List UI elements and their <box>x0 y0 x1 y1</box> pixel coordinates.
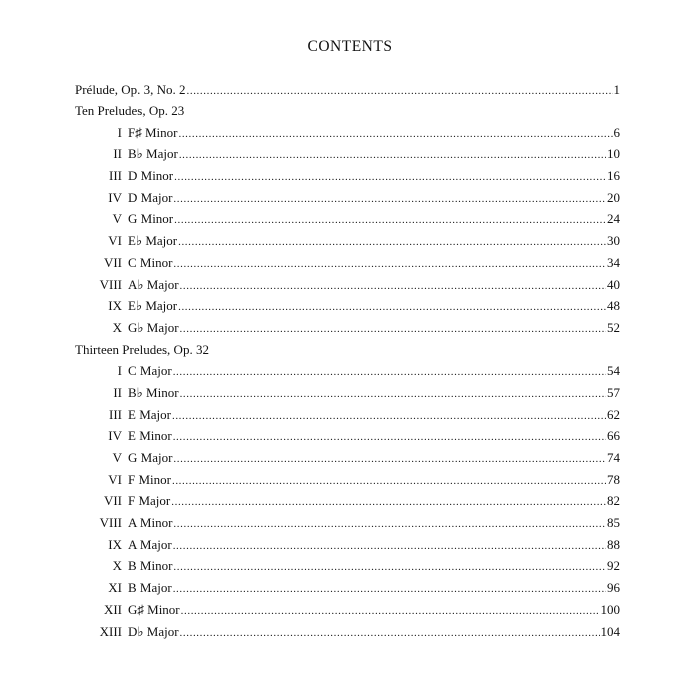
toc-entry-label: C Major <box>128 363 172 379</box>
toc-entry[interactable] <box>75 407 620 429</box>
toc-entry-label: D♭ Major <box>128 623 179 639</box>
toc-entry-number: VIII <box>99 515 122 531</box>
dot-leader <box>178 128 612 140</box>
dot-leader <box>180 388 606 400</box>
toc-entry[interactable] <box>75 493 620 515</box>
toc-entry-page: 6 <box>613 124 620 140</box>
toc-entry-number: XII <box>103 601 122 617</box>
toc-entry-label: B Major <box>128 580 172 596</box>
dot-leader <box>180 280 606 292</box>
toc-entry-number: VII <box>103 493 122 509</box>
toc-entry-page: 34 <box>607 254 620 270</box>
toc-entry[interactable] <box>75 298 620 320</box>
toc-entry[interactable] <box>75 320 620 342</box>
dot-leader <box>173 193 606 205</box>
toc-entry-page: 62 <box>607 406 620 422</box>
toc-entry-page: 88 <box>607 536 620 552</box>
toc-entry-label: E Major <box>128 406 171 422</box>
dot-leader <box>180 323 606 335</box>
toc-entry-number: VIII <box>99 276 122 292</box>
dot-leader <box>179 149 606 161</box>
toc-entry-page: 74 <box>607 450 620 465</box>
toc-entry-label: G Major <box>128 450 173 465</box>
toc-entry-label: Prélude, Op. 3, No. 2 <box>75 82 186 97</box>
toc-entry[interactable] <box>75 472 620 494</box>
toc-entry[interactable] <box>75 363 620 385</box>
toc-entry-label: F Major <box>128 493 171 509</box>
toc-entry[interactable] <box>75 602 620 624</box>
toc-entry-page: 54 <box>607 363 620 379</box>
page-title: CONTENTS <box>307 38 393 55</box>
dot-leader <box>181 605 600 617</box>
toc-entry-number: III <box>109 168 122 184</box>
dot-leader <box>171 496 606 508</box>
section-op23 <box>75 103 620 342</box>
toc-entry-label: A♭ Major <box>128 276 179 292</box>
toc-entry-label: B♭ Major <box>128 146 178 162</box>
toc-entry[interactable] <box>75 125 620 147</box>
toc-entry-label: F♯ Minor <box>128 124 178 140</box>
toc-entry-prelude-op3[interactable] <box>75 82 620 103</box>
toc-entry-label: B Minor <box>128 558 173 574</box>
toc-entry[interactable] <box>75 190 620 212</box>
toc-entry-number: II <box>113 146 122 162</box>
toc-entry-number: IV <box>108 428 122 444</box>
dot-leader <box>178 236 606 248</box>
toc-entry[interactable] <box>75 428 620 450</box>
toc-entry-label: D Minor <box>128 168 174 184</box>
toc-entry[interactable] <box>75 255 620 277</box>
toc-entry-page: 48 <box>607 298 620 314</box>
toc-entry-page: 16 <box>607 168 620 184</box>
toc-entry-number: I <box>117 124 122 140</box>
toc-entry-page: 24 <box>607 211 620 227</box>
toc-entry[interactable] <box>75 580 620 602</box>
toc-entry[interactable] <box>75 211 620 233</box>
toc-entry-number: V <box>112 450 122 465</box>
toc-entry[interactable] <box>75 537 620 559</box>
dot-leader <box>173 453 606 465</box>
toc-entry-page: 92 <box>607 558 620 574</box>
toc-entry-number: XI <box>108 580 122 596</box>
dot-leader <box>180 627 600 639</box>
section-heading: Ten Preludes, Op. 23 <box>75 103 185 118</box>
toc-entry-label: A Major <box>128 536 172 552</box>
toc-entry-number: I <box>117 363 122 379</box>
toc-entry-number: VII <box>103 254 122 270</box>
toc-entry-label: C Minor <box>128 254 173 270</box>
toc-entry-page: 66 <box>607 428 620 444</box>
toc-entry-page: 85 <box>607 515 620 531</box>
toc-entry[interactable] <box>75 168 620 190</box>
toc-entry-page: 10 <box>607 146 620 162</box>
toc-entry-label: D Major <box>128 189 173 205</box>
toc-entry-number: V <box>112 211 122 227</box>
toc-entry-page: 100 <box>600 601 620 617</box>
dot-leader <box>174 214 606 226</box>
toc-entry-label: F Minor <box>128 471 171 487</box>
dot-leader <box>173 366 606 378</box>
toc-entry-number: IV <box>108 189 122 205</box>
toc-entry-number: X <box>112 558 122 574</box>
toc-entry-page: 52 <box>607 319 620 335</box>
section-heading: Thirteen Preludes, Op. 32 <box>75 341 209 357</box>
toc-entry-number: XIII <box>99 623 122 639</box>
toc-entry-number: X <box>112 319 122 335</box>
toc-entry-page: 30 <box>607 233 620 249</box>
dot-leader <box>174 171 606 183</box>
toc-entry-page: 96 <box>607 580 620 596</box>
toc-entry-number: III <box>109 406 122 422</box>
table-of-contents <box>75 82 620 645</box>
toc-entry-page: 78 <box>607 471 620 487</box>
toc-entry-label: G♭ Major <box>128 319 179 335</box>
dot-leader <box>173 431 606 443</box>
toc-entry-page: 1 <box>613 82 620 97</box>
toc-entry[interactable] <box>75 450 620 472</box>
dot-leader <box>173 583 606 595</box>
toc-entry-number: VI <box>108 233 122 249</box>
toc-entry-label: B♭ Minor <box>128 384 179 400</box>
toc-entry-label: E Minor <box>128 428 172 444</box>
toc-entry-page: 20 <box>607 189 620 205</box>
toc-entry[interactable] <box>75 233 620 255</box>
toc-entry[interactable] <box>75 277 620 299</box>
section-op32 <box>75 342 620 646</box>
dot-leader <box>172 410 606 422</box>
toc-entry-number: IX <box>108 298 122 314</box>
toc-entry-number: IX <box>108 536 122 552</box>
dot-leader <box>173 518 606 530</box>
toc-entry-label: G Minor <box>128 211 174 227</box>
toc-entry[interactable] <box>75 146 620 168</box>
toc-entry-label: G♯ Minor <box>128 601 180 617</box>
dot-leader <box>172 475 606 487</box>
toc-entry-page: 82 <box>607 493 620 509</box>
toc-entry[interactable] <box>75 515 620 537</box>
toc-entry-number: II <box>113 384 122 400</box>
toc-entry[interactable] <box>75 385 620 407</box>
toc-entry-label: E♭ Major <box>128 298 178 314</box>
toc-entry-page: 57 <box>607 384 620 400</box>
toc-entry-page: 104 <box>600 623 620 639</box>
dot-leader <box>173 540 606 552</box>
dot-leader <box>173 561 606 573</box>
toc-entry-label: E♭ Major <box>128 233 178 249</box>
dot-leader <box>187 85 613 97</box>
toc-entry[interactable] <box>75 624 620 646</box>
dot-leader <box>178 301 606 313</box>
toc-entry[interactable] <box>75 558 620 580</box>
toc-entry-page: 40 <box>607 276 620 292</box>
toc-entry-number: VI <box>108 471 122 487</box>
toc-entry-label: A Minor <box>128 515 173 531</box>
dot-leader <box>173 258 606 270</box>
